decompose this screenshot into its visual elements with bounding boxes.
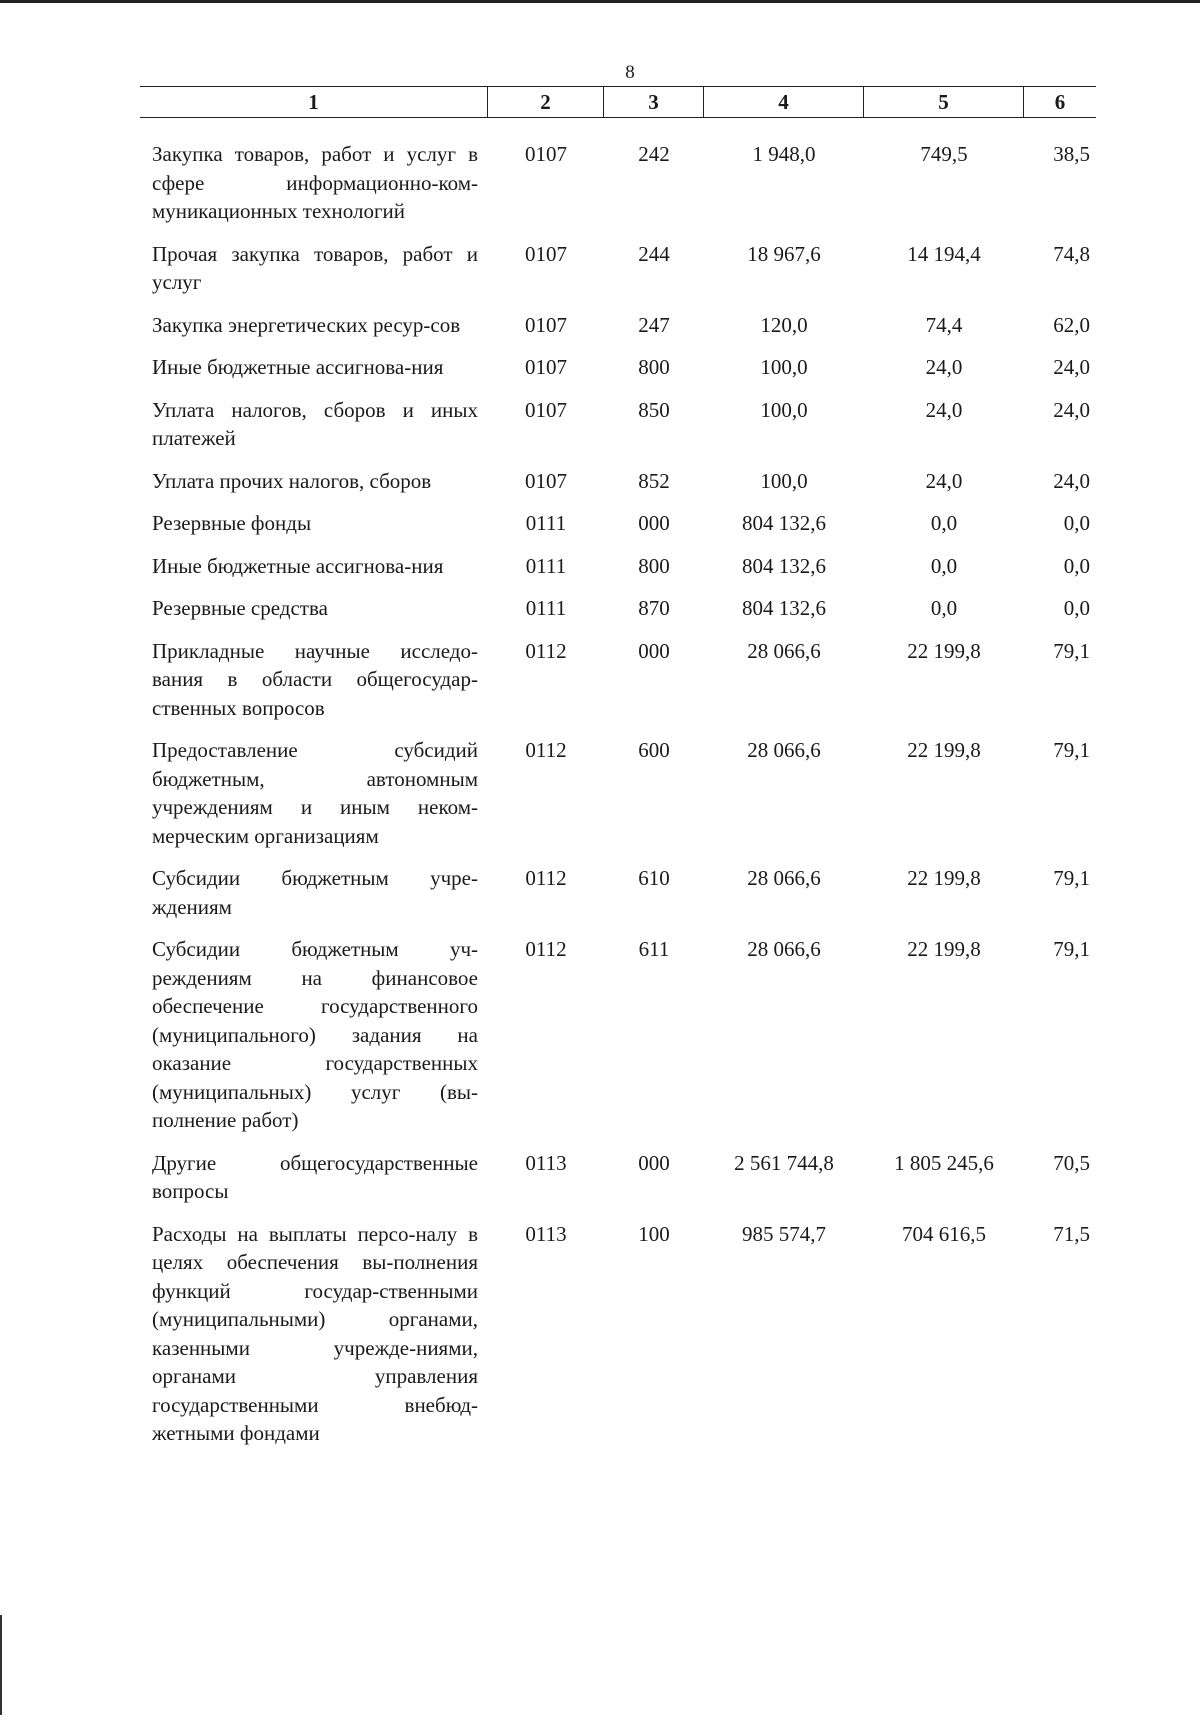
- row-name: Субсидии бюджетным уч-реждениям на финансовое обеспечение государственного (муниципального) задания на оказание государственных (муниципальных) услуг (вы-полнение работ): [152, 937, 478, 1132]
- row-name: Прочая закупка товаров, работ и услуг: [152, 241, 478, 294]
- row-section: 0112: [525, 638, 567, 663]
- row-fact: 24,0: [925, 468, 963, 493]
- table-row: [140, 552, 1096, 581]
- row-plan: 1 948,0: [752, 142, 816, 166]
- table-row: [140, 140, 1096, 226]
- row-fact: 24,0: [925, 397, 963, 422]
- row-code: 610: [638, 866, 670, 890]
- row-plan: 2 561 744,8: [734, 1150, 834, 1175]
- row-fact: 22 199,8: [907, 738, 981, 762]
- row-code: 247: [638, 312, 670, 337]
- row-code: 000: [638, 638, 670, 663]
- row-percent: 79,1: [1053, 937, 1090, 961]
- row-percent: 24,0: [1053, 355, 1090, 379]
- budget-table: [140, 86, 1096, 1448]
- column-header-4: 4: [704, 87, 864, 117]
- row-percent: 71,5: [1053, 1221, 1090, 1246]
- row-name: Закупка товаров, работ и услуг в сфере информационно-ком-муникационных технологий: [152, 142, 478, 223]
- row-fact: 22 199,8: [907, 937, 981, 961]
- table-row: [140, 240, 1096, 297]
- row-name: Субсидии бюджетным учре-ждениям: [152, 866, 478, 919]
- row-fact: 749,5: [920, 142, 968, 166]
- table-row: [140, 396, 1096, 453]
- table-row: [140, 509, 1096, 538]
- row-section: 0113: [525, 1150, 567, 1175]
- table-row: [140, 935, 1096, 1135]
- scan-edge-left: [0, 1615, 2, 1715]
- row-name: Уплата налогов, сборов и иных платежей: [152, 397, 478, 450]
- row-code: 800: [638, 553, 670, 578]
- row-plan: 804 132,6: [742, 553, 826, 578]
- row-plan: 120,0: [760, 312, 808, 337]
- row-code: 000: [638, 511, 670, 535]
- row-fact: 0,0: [930, 511, 958, 535]
- row-code: 611: [638, 937, 670, 961]
- row-plan: 804 132,6: [742, 596, 826, 620]
- table-row: [140, 467, 1096, 496]
- row-fact: 22 199,8: [907, 638, 981, 663]
- row-percent: 79,1: [1053, 638, 1090, 663]
- column-header-1: 1: [140, 87, 488, 117]
- row-percent: 0,0: [1063, 553, 1090, 578]
- row-fact: 14 194,4: [907, 241, 981, 266]
- row-section: 0107: [525, 241, 567, 266]
- row-section: 0112: [525, 937, 567, 961]
- row-section: 0113: [525, 1221, 567, 1246]
- row-section: 0107: [525, 312, 567, 337]
- table-row: [140, 864, 1096, 921]
- row-name: Прикладные научные исследо-вания в области общегосудар-ственных вопросов: [152, 638, 478, 720]
- row-fact: 704 616,5: [902, 1221, 986, 1246]
- row-name: Расходы на выплаты персо-налу в целях обеспечения вы-полнения функций государ-ственными (муниципальными) органами, казенными учрежде-ниями, органами управления государственными внебюд-жетными фондами: [152, 1221, 478, 1445]
- row-fact: 0,0: [930, 553, 958, 578]
- row-section: 0107: [525, 142, 567, 166]
- row-code: 600: [638, 738, 670, 762]
- row-plan: 28 066,6: [747, 937, 821, 961]
- table-row: [140, 311, 1096, 340]
- column-header-5: 5: [864, 87, 1024, 117]
- row-fact: 74,4: [925, 312, 963, 337]
- table-row: [140, 1220, 1096, 1448]
- row-code: 100: [638, 1221, 670, 1246]
- row-section: 0112: [525, 866, 567, 890]
- row-plan: 100,0: [760, 468, 808, 493]
- row-code: 852: [638, 468, 670, 493]
- row-code: 244: [638, 241, 670, 266]
- row-section: 0111: [525, 596, 567, 620]
- row-code: 870: [638, 596, 670, 620]
- row-percent: 0,0: [1063, 596, 1090, 620]
- row-code: 850: [638, 397, 670, 422]
- row-plan: 985 574,7: [742, 1221, 826, 1246]
- row-name: Резервные фонды: [152, 511, 312, 535]
- row-fact: 1 805 245,6: [894, 1150, 994, 1175]
- row-section: 0111: [525, 511, 567, 535]
- row-fact: 22 199,8: [907, 866, 981, 890]
- row-plan: 804 132,6: [742, 511, 826, 535]
- row-percent: 0,0: [1063, 511, 1090, 535]
- row-percent: 38,5: [1053, 142, 1090, 166]
- row-plan: 28 066,6: [747, 738, 821, 762]
- row-code: 800: [638, 355, 670, 379]
- row-section: 0107: [525, 397, 567, 422]
- row-section: 0111: [525, 553, 567, 578]
- row-percent: 74,8: [1053, 241, 1090, 266]
- row-percent: 79,1: [1053, 866, 1090, 890]
- row-section: 0112: [525, 738, 567, 762]
- row-percent: 62,0: [1053, 312, 1090, 337]
- table-row: [140, 353, 1096, 382]
- row-fact: 24,0: [925, 355, 963, 379]
- row-name: Иные бюджетные ассигнова-ния: [152, 553, 444, 578]
- column-header-3: 3: [604, 87, 704, 117]
- row-plan: 28 066,6: [747, 866, 821, 890]
- row-section: 0107: [525, 468, 567, 493]
- row-code: 000: [638, 1150, 670, 1175]
- row-name: Резервные средства: [152, 596, 328, 620]
- table-row: [140, 637, 1096, 723]
- row-plan: 28 066,6: [747, 638, 821, 663]
- row-section: 0107: [525, 355, 567, 379]
- row-percent: 24,0: [1053, 468, 1090, 493]
- row-plan: 18 967,6: [747, 241, 821, 266]
- row-plan: 100,0: [760, 355, 808, 379]
- row-plan: 100,0: [760, 397, 808, 422]
- row-code: 242: [638, 142, 670, 166]
- row-name: Закупка энергетических ресур-сов: [152, 312, 461, 337]
- table-header-row: [140, 86, 1096, 118]
- table-row: [140, 736, 1096, 850]
- row-percent: 79,1: [1053, 738, 1090, 762]
- row-name: Иные бюджетные ассигнова-ния: [152, 355, 444, 379]
- row-percent: 70,5: [1053, 1150, 1090, 1175]
- table-row: [140, 1149, 1096, 1206]
- scan-edge-top: [0, 0, 1200, 3]
- column-header-6: 6: [1054, 90, 1066, 114]
- table-row: [140, 594, 1096, 623]
- column-header-2: 2: [488, 87, 604, 117]
- row-name: Предоставление субсидий бюджетным, автономным учреждениям и иным неком-мерческим организациям: [152, 738, 478, 848]
- row-name: Другие общегосударственные вопросы: [152, 1150, 478, 1203]
- row-fact: 0,0: [930, 596, 958, 620]
- row-name: Уплата прочих налогов, сборов: [152, 468, 432, 493]
- row-percent: 24,0: [1053, 397, 1090, 422]
- page-number: 8: [625, 62, 635, 83]
